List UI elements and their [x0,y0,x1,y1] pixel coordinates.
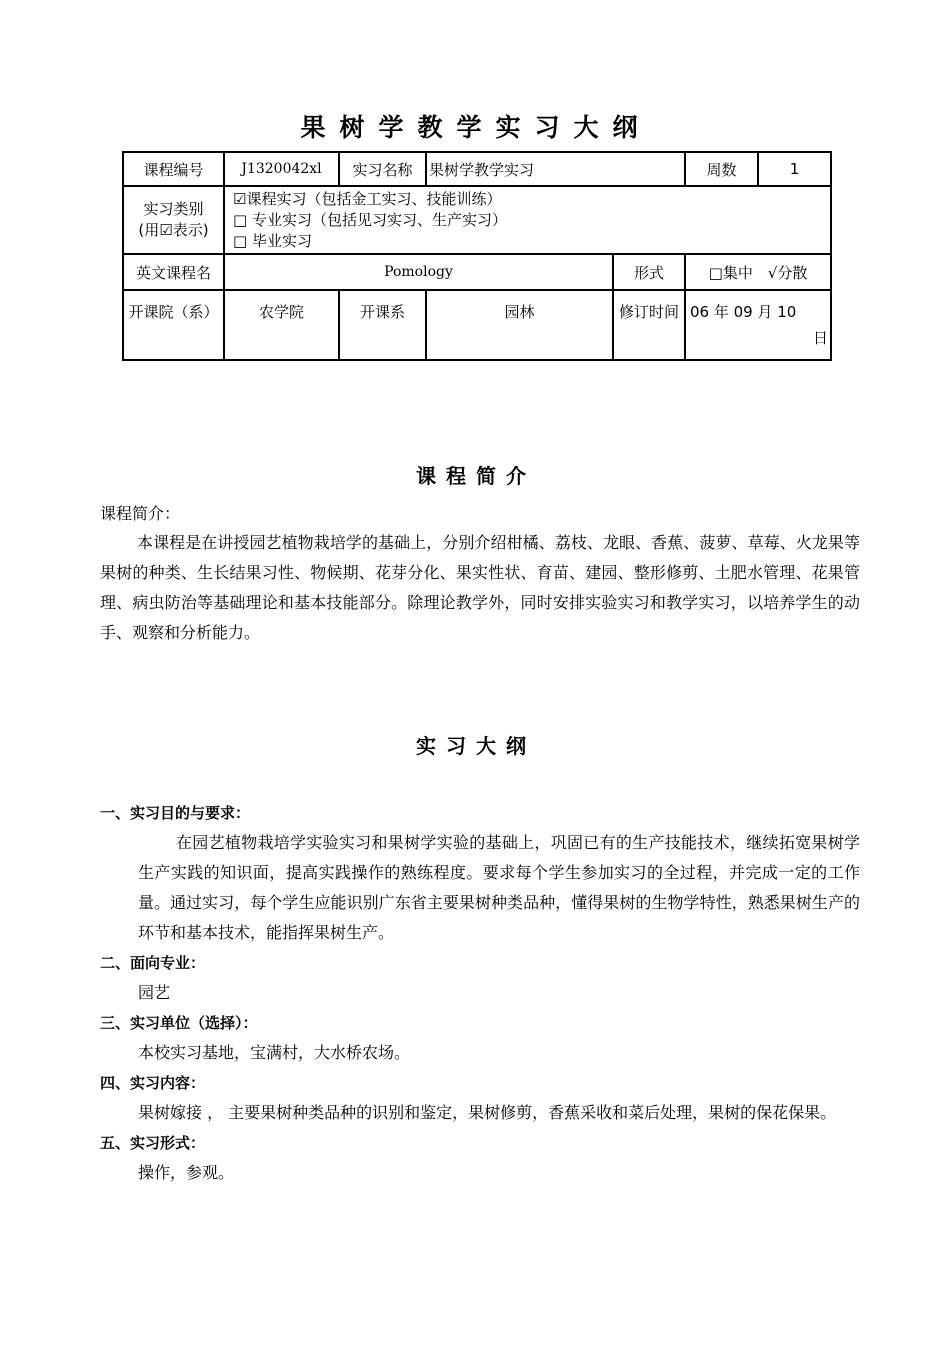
table-row [123,254,831,290]
course-code-label: 课程编号 [123,152,224,186]
revise-date-line2: 日 [813,329,829,347]
course-info-table [122,151,832,361]
category-label-hint: (用☑表示) [138,221,209,239]
weeks-value: 1 [758,152,831,186]
english-name-label: 英文课程名 [123,254,224,290]
category-options-cell [224,186,831,254]
table-row [123,290,831,360]
outline-text-major: 园艺 [138,983,171,1002]
dept-value: 园林 [426,290,613,360]
college-label: 开课院（系） [123,290,224,360]
outline-heading-form: 五、实习形式： [100,1134,206,1152]
outline-text-content: 果树嫁接 ， 主要果树种类品种的识别和鉴定，果树修剪，香蕉采收和菜后处理，果树的保花保果。 [138,1103,837,1122]
outline-heading-unit: 三、实习单位（选择）： [100,1014,258,1032]
revise-label: 修订时间 [613,290,685,360]
category-label-cell [123,186,224,254]
outline-heading-purpose: 一、实习目的与要求： [100,804,251,822]
college-value: 农学院 [224,290,339,360]
practice-name-label: 实习名称 [339,152,426,186]
practice-name-value: 果树学教学实习 [426,152,685,186]
intro-section-title: 课程简介 [416,464,536,488]
english-name-value: Pomology [224,254,613,290]
table-row [123,152,831,186]
category-option-course: ☑课程实习（包括金工实习、技能训练） [233,189,502,208]
outline-section-title: 实习大纲 [416,734,536,758]
outline-heading-content: 四、实习内容： [100,1074,206,1092]
category-option-graduation: □ 毕业实习 [233,231,312,250]
intro-label: 课程简介： [100,504,181,523]
form-label: 形式 [613,254,685,290]
category-label: 实习类别 [143,200,204,218]
weeks-label: 周数 [685,152,758,186]
dept-label: 开课系 [339,290,426,360]
outline-heading-major: 二、面向专业： [100,954,206,972]
category-option-professional: □ 专业实习（包括见习实习、生产实习） [233,210,507,229]
outline-text-purpose: 在园艺植物栽培学实验实习和果树学实验的基础上，巩固已有的生产技能技术，继续拓宽果树学生产实践的知识面，提高实践操作的熟练程度。要求每个学生参加实习的全过程，并完成一定的工作量。通过实习，每个学生应能识别广东省主要果树种类品种，懂得果树的生物学特性，熟悉果树生产的环节和基本技术，能指挥果树生产。 [138,833,860,942]
revise-date-cell [685,290,831,360]
intro-paragraph: 本课程是在讲授园艺植物栽培学的基础上，分别介绍柑橘、荔枝、龙眼、香蕉、菠萝、草莓、火龙果等果树的种类、生长结果习性、物候期、花芽分化、果实性状、育苗、建园、整形修剪、土肥水管理、花果管理、病虫防治等基础理论和基本技能部分。除理论教学外，同时安排实验实习和教学实习，以培养学生的动手、观察和分析能力。 [100,533,860,642]
document-title: 果树学教学实习大纲 [300,113,652,142]
outline-text-unit: 本校实习基地，宝满村，大水桥农场。 [138,1043,411,1062]
course-code-value: J1320042xl [224,152,339,186]
table-row [123,186,831,254]
outline-body [100,798,860,1188]
revise-date-line1: 06 年 09 月 10 [690,303,797,321]
outline-text-form: 操作，参观。 [138,1163,235,1182]
form-value: □集中 √分散 [685,254,831,290]
